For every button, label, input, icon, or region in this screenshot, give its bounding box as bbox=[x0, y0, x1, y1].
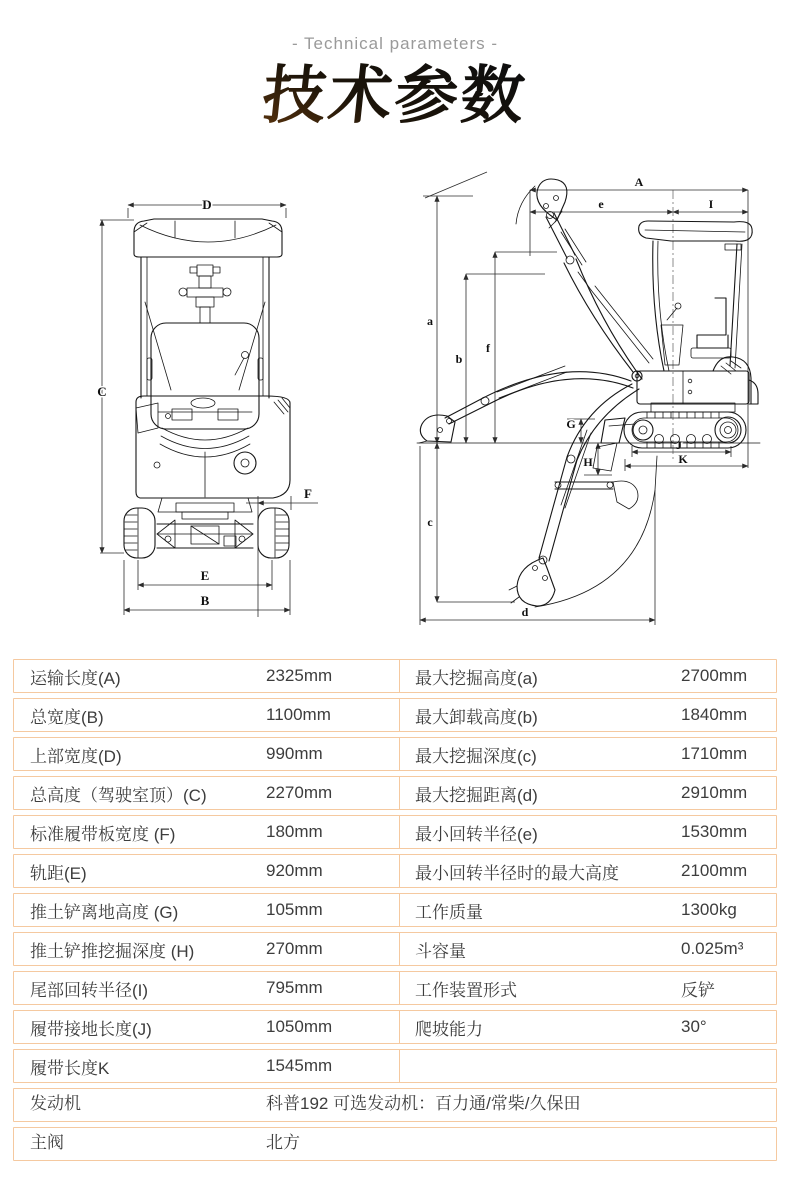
spec-label: 爬坡能力 bbox=[415, 1019, 483, 1039]
spec-value: 180mm bbox=[266, 822, 323, 841]
spec-value: 北方 bbox=[266, 1133, 300, 1152]
table-row-full bbox=[13, 1088, 777, 1122]
spec-table bbox=[13, 659, 777, 1166]
table-right-half bbox=[399, 972, 776, 1004]
spec-label: 履带接地长度(J) bbox=[30, 1019, 152, 1039]
spec-value: 990mm bbox=[266, 744, 323, 763]
dim-label-top-width: D bbox=[202, 197, 212, 212]
table-row-full bbox=[13, 1127, 777, 1161]
table-row bbox=[13, 815, 777, 849]
dim-label-length: A bbox=[634, 175, 644, 189]
spec-label: 运输长度(A) bbox=[30, 668, 121, 688]
spec-label: 总宽度(B) bbox=[30, 707, 104, 727]
front-view-diagram bbox=[78, 162, 398, 642]
table-left-half bbox=[14, 699, 399, 731]
table-left-half bbox=[14, 660, 399, 692]
spec-label: 尾部回转半径(I) bbox=[30, 980, 149, 1000]
table-row bbox=[13, 932, 777, 966]
table-left-half bbox=[14, 933, 399, 965]
dim-label-dig-distance: d bbox=[521, 605, 529, 619]
table-left-half bbox=[14, 972, 399, 1004]
spec-value: 270mm bbox=[266, 939, 323, 958]
table-right-half bbox=[399, 1011, 776, 1043]
dim-label-dig-height: a bbox=[427, 314, 433, 328]
table-row bbox=[13, 854, 777, 888]
dim-label-dump-height: b bbox=[455, 352, 463, 366]
spec-label: 最大卸载高度(b) bbox=[415, 707, 538, 727]
dim-label-blade-depth: H bbox=[583, 455, 593, 469]
dim-label-height-at-min-radius: f bbox=[486, 341, 490, 355]
spec-value: 1530mm bbox=[681, 822, 748, 841]
spec-label: 上部宽度(D) bbox=[30, 746, 122, 766]
table-right-half bbox=[399, 699, 776, 731]
table-row bbox=[13, 1010, 777, 1044]
spec-value: 105mm bbox=[266, 900, 323, 919]
table-left-half bbox=[14, 855, 399, 887]
spec-label: 履带长度K bbox=[30, 1058, 110, 1078]
table-left-half bbox=[14, 816, 399, 848]
table-left-half bbox=[14, 894, 399, 926]
spec-value: 1710mm bbox=[681, 744, 748, 763]
side-view-diagram bbox=[415, 160, 790, 655]
dim-label-min-radius: e bbox=[598, 197, 604, 211]
spec-label: 工作装置形式 bbox=[415, 980, 517, 1000]
spec-label: 斗容量 bbox=[415, 941, 466, 961]
dim-label-tail-radius: I bbox=[708, 197, 714, 211]
dim-label-track-length: K bbox=[678, 452, 688, 466]
spec-value: 2325mm bbox=[266, 666, 333, 685]
spec-value: 反铲 bbox=[681, 980, 715, 1000]
table-right-half bbox=[399, 933, 776, 965]
table-row bbox=[13, 737, 777, 771]
spec-label: 总高度（驾驶室顶）(C) bbox=[30, 785, 207, 805]
spec-label: 最大挖掘高度(a) bbox=[415, 668, 538, 688]
table-row bbox=[13, 893, 777, 927]
spec-label: 推土铲离地高度 (G) bbox=[30, 902, 179, 922]
table-left-half bbox=[14, 1050, 399, 1082]
dim-label-dig-depth: c bbox=[427, 515, 433, 529]
spec-label: 推土铲推挖掘深度 (H) bbox=[30, 941, 195, 961]
table-right-half bbox=[399, 777, 776, 809]
dim-label-overall-width: B bbox=[200, 593, 210, 608]
table-row bbox=[13, 659, 777, 693]
dim-label-height: C bbox=[97, 384, 107, 399]
spec-value: 科普192 可选发动机：百力通/常柴/久保田 bbox=[266, 1094, 581, 1113]
dim-label-shoe-width: F bbox=[304, 486, 312, 501]
table-right-half bbox=[399, 855, 776, 887]
spec-value: 920mm bbox=[266, 861, 323, 880]
spec-value: 1300kg bbox=[681, 900, 737, 919]
table-row bbox=[13, 698, 777, 732]
spec-value: 1840mm bbox=[681, 705, 748, 724]
spec-label: 发动机 bbox=[30, 1094, 81, 1113]
dim-label-blade-lift: G bbox=[566, 417, 576, 431]
table-row bbox=[13, 971, 777, 1005]
spec-value: 795mm bbox=[266, 978, 323, 997]
spec-label: 最小回转半径时的最大高度 bbox=[415, 863, 619, 883]
table-row bbox=[13, 776, 777, 810]
table-right-half bbox=[399, 816, 776, 848]
dim-label-gauge: E bbox=[200, 568, 210, 583]
page-title: 技术参数 bbox=[0, 56, 790, 136]
spec-value: 1545mm bbox=[266, 1056, 333, 1075]
table-right-half bbox=[399, 738, 776, 770]
spec-label: 最小回转半径(e) bbox=[415, 824, 538, 844]
table-left-half bbox=[14, 1011, 399, 1043]
table-left-half bbox=[14, 738, 399, 770]
spec-label: 轨距(E) bbox=[30, 863, 87, 883]
table-right-half bbox=[399, 1050, 776, 1082]
spec-value: 2270mm bbox=[266, 783, 333, 802]
table-row bbox=[13, 1049, 777, 1083]
spec-label: 主阀 bbox=[30, 1133, 64, 1152]
spec-value: 1050mm bbox=[266, 1017, 333, 1036]
spec-label: 工作质量 bbox=[415, 902, 483, 922]
table-left-half bbox=[14, 777, 399, 809]
spec-value: 30° bbox=[681, 1017, 707, 1036]
spec-label: 最大挖掘距离(d) bbox=[415, 785, 538, 805]
table-right-half bbox=[399, 660, 776, 692]
spec-value: 2700mm bbox=[681, 666, 748, 685]
spec-value: 1100mm bbox=[266, 705, 331, 724]
table-right-half bbox=[399, 894, 776, 926]
spec-label: 标准履带板宽度 (F) bbox=[30, 824, 176, 844]
spec-label: 最大挖掘深度(c) bbox=[415, 746, 537, 766]
dim-label-ground-contact: J bbox=[676, 438, 682, 452]
spec-value: 2910mm bbox=[681, 783, 748, 802]
section-eyebrow: - Technical parameters - bbox=[291, 34, 499, 53]
spec-value: 2100mm bbox=[681, 861, 748, 880]
spec-value: 0.025m³ bbox=[681, 939, 744, 958]
